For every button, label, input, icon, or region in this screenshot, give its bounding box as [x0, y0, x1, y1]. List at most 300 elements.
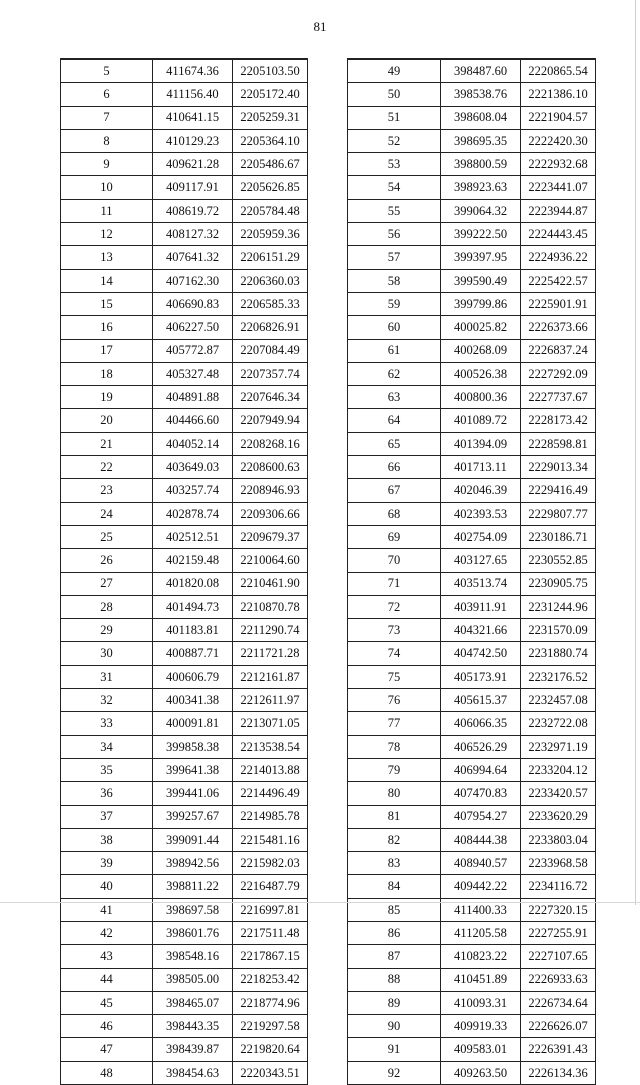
table-row — [61, 665, 308, 688]
point-number-cell: 15 — [61, 292, 153, 315]
point-number-cell: 84 — [348, 875, 441, 898]
y-coordinate-cell: 2224443.45 — [521, 223, 596, 246]
y-coordinate-cell: 2230186.71 — [521, 525, 596, 548]
y-coordinate-cell: 2232457.08 — [521, 689, 596, 712]
y-coordinate-cell: 2210064.60 — [233, 549, 308, 572]
table-row — [348, 665, 596, 688]
table-row — [348, 782, 596, 805]
table-row — [61, 619, 308, 642]
point-number-cell: 28 — [61, 595, 153, 618]
y-coordinate-cell: 2211721.28 — [233, 642, 308, 665]
y-coordinate-cell: 2226373.66 — [521, 316, 596, 339]
table-row — [348, 59, 596, 83]
table-row — [61, 991, 308, 1014]
table-row — [61, 968, 308, 991]
point-number-cell: 92 — [348, 1061, 441, 1084]
y-coordinate-cell: 2208600.63 — [233, 456, 308, 479]
y-coordinate-cell: 2229013.34 — [521, 456, 596, 479]
point-number-cell: 45 — [61, 991, 153, 1014]
point-number-cell: 42 — [61, 921, 153, 944]
table-row — [61, 479, 308, 502]
table-row — [61, 689, 308, 712]
y-coordinate-cell: 2232176.52 — [521, 665, 596, 688]
point-number-cell: 83 — [348, 852, 441, 875]
y-coordinate-cell: 2233420.57 — [521, 782, 596, 805]
x-coordinate-cell: 398465.07 — [153, 991, 233, 1014]
point-number-cell: 10 — [61, 176, 153, 199]
y-coordinate-cell: 2206360.03 — [233, 269, 308, 292]
point-number-cell: 47 — [61, 1038, 153, 1061]
table-row — [61, 875, 308, 898]
table-row — [61, 106, 308, 129]
y-coordinate-cell: 2233968.58 — [521, 852, 596, 875]
table-row — [348, 106, 596, 129]
point-number-cell: 85 — [348, 898, 441, 921]
x-coordinate-cell: 409919.33 — [441, 1015, 521, 1038]
y-coordinate-cell: 2228173.42 — [521, 409, 596, 432]
y-coordinate-cell: 2207357.74 — [233, 362, 308, 385]
point-number-cell: 37 — [61, 805, 153, 828]
y-coordinate-cell: 2205172.40 — [233, 83, 308, 106]
y-coordinate-cell: 2227292.09 — [521, 362, 596, 385]
y-coordinate-cell: 2205959.36 — [233, 223, 308, 246]
table-row — [348, 502, 596, 525]
x-coordinate-cell: 402393.53 — [441, 502, 521, 525]
point-number-cell: 14 — [61, 269, 153, 292]
x-coordinate-cell: 405615.37 — [441, 689, 521, 712]
y-coordinate-cell: 2217511.48 — [233, 921, 308, 944]
table-row — [348, 1015, 596, 1038]
table-row — [348, 292, 596, 315]
y-coordinate-cell: 2205103.50 — [233, 59, 308, 83]
point-number-cell: 73 — [348, 619, 441, 642]
table-row — [348, 153, 596, 176]
point-number-cell: 91 — [348, 1038, 441, 1061]
x-coordinate-cell: 410641.15 — [153, 106, 233, 129]
table-row — [61, 642, 308, 665]
x-coordinate-cell: 401394.09 — [441, 432, 521, 455]
y-coordinate-cell: 2208946.93 — [233, 479, 308, 502]
point-number-cell: 64 — [348, 409, 441, 432]
x-coordinate-cell: 401089.72 — [441, 409, 521, 432]
table-row — [348, 386, 596, 409]
x-coordinate-cell: 399257.67 — [153, 805, 233, 828]
x-coordinate-cell: 409263.50 — [441, 1061, 521, 1084]
table-row — [61, 758, 308, 781]
y-coordinate-cell: 2219297.58 — [233, 1015, 308, 1038]
table-row — [61, 549, 308, 572]
x-coordinate-cell: 398601.76 — [153, 921, 233, 944]
point-number-cell: 44 — [61, 968, 153, 991]
y-coordinate-cell: 2216997.81 — [233, 898, 308, 921]
x-coordinate-cell: 411156.40 — [153, 83, 233, 106]
x-coordinate-cell: 399222.50 — [441, 223, 521, 246]
point-number-cell: 76 — [348, 689, 441, 712]
table-row — [61, 176, 308, 199]
table-row — [61, 852, 308, 875]
y-coordinate-cell: 2220865.54 — [521, 59, 596, 83]
table-row — [61, 339, 308, 362]
y-coordinate-cell: 2230552.85 — [521, 549, 596, 572]
x-coordinate-cell: 409117.91 — [153, 176, 233, 199]
point-number-cell: 52 — [348, 129, 441, 152]
page-edge-bottom — [0, 902, 640, 903]
y-coordinate-cell: 2233620.29 — [521, 805, 596, 828]
table-row — [61, 572, 308, 595]
x-coordinate-cell: 409583.01 — [441, 1038, 521, 1061]
table-row — [61, 735, 308, 758]
y-coordinate-cell: 2214013.88 — [233, 758, 308, 781]
y-coordinate-cell: 2218774.96 — [233, 991, 308, 1014]
table-row — [348, 316, 596, 339]
point-number-cell: 66 — [348, 456, 441, 479]
table-row — [348, 1038, 596, 1061]
x-coordinate-cell: 398487.60 — [441, 59, 521, 83]
point-number-cell: 40 — [61, 875, 153, 898]
x-coordinate-cell: 401820.08 — [153, 572, 233, 595]
x-coordinate-cell: 406526.29 — [441, 735, 521, 758]
x-coordinate-cell: 411400.33 — [441, 898, 521, 921]
y-coordinate-cell: 2234116.72 — [521, 875, 596, 898]
x-coordinate-cell: 407954.27 — [441, 805, 521, 828]
table-row — [348, 1061, 596, 1084]
point-number-cell: 50 — [348, 83, 441, 106]
point-number-cell: 81 — [348, 805, 441, 828]
table-row — [348, 409, 596, 432]
table-row — [61, 502, 308, 525]
y-coordinate-cell: 2214496.49 — [233, 782, 308, 805]
point-number-cell: 38 — [61, 828, 153, 851]
y-coordinate-cell: 2226391.43 — [521, 1038, 596, 1061]
x-coordinate-cell: 398697.58 — [153, 898, 233, 921]
y-coordinate-cell: 2231244.96 — [521, 595, 596, 618]
x-coordinate-cell: 403513.74 — [441, 572, 521, 595]
x-coordinate-cell: 398454.63 — [153, 1061, 233, 1084]
table-row — [348, 432, 596, 455]
table-row — [348, 595, 596, 618]
x-coordinate-cell: 399858.38 — [153, 735, 233, 758]
point-number-cell: 43 — [61, 945, 153, 968]
x-coordinate-cell: 404052.14 — [153, 432, 233, 455]
x-coordinate-cell: 398505.00 — [153, 968, 233, 991]
point-number-cell: 5 — [61, 59, 153, 83]
table-row — [348, 246, 596, 269]
y-coordinate-cell: 2207646.34 — [233, 386, 308, 409]
page-edge-right — [635, 0, 636, 905]
point-number-cell: 19 — [61, 386, 153, 409]
x-coordinate-cell: 403257.74 — [153, 479, 233, 502]
point-number-cell: 13 — [61, 246, 153, 269]
y-coordinate-cell: 2210870.78 — [233, 595, 308, 618]
table-row — [348, 875, 596, 898]
y-coordinate-cell: 2216487.79 — [233, 875, 308, 898]
y-coordinate-cell: 2223944.87 — [521, 199, 596, 222]
x-coordinate-cell: 400800.36 — [441, 386, 521, 409]
point-number-cell: 29 — [61, 619, 153, 642]
table-row — [348, 991, 596, 1014]
x-coordinate-cell: 404742.50 — [441, 642, 521, 665]
table-row — [348, 735, 596, 758]
x-coordinate-cell: 400091.81 — [153, 712, 233, 735]
x-coordinate-cell: 401494.73 — [153, 595, 233, 618]
y-coordinate-cell: 2224936.22 — [521, 246, 596, 269]
table-row — [348, 549, 596, 572]
x-coordinate-cell: 408619.72 — [153, 199, 233, 222]
x-coordinate-cell: 399641.38 — [153, 758, 233, 781]
y-coordinate-cell: 2223441.07 — [521, 176, 596, 199]
table-row — [61, 782, 308, 805]
point-number-cell: 11 — [61, 199, 153, 222]
x-coordinate-cell: 401713.11 — [441, 456, 521, 479]
x-coordinate-cell: 398800.59 — [441, 153, 521, 176]
x-coordinate-cell: 403649.03 — [153, 456, 233, 479]
table-row — [61, 223, 308, 246]
x-coordinate-cell: 410451.89 — [441, 968, 521, 991]
point-number-cell: 82 — [348, 828, 441, 851]
y-coordinate-cell: 2205626.85 — [233, 176, 308, 199]
table-row — [61, 59, 308, 83]
table-row — [61, 921, 308, 944]
x-coordinate-cell: 405327.48 — [153, 362, 233, 385]
table-row — [61, 153, 308, 176]
y-coordinate-cell: 2226837.24 — [521, 339, 596, 362]
y-coordinate-cell: 2226734.64 — [521, 991, 596, 1014]
point-number-cell: 88 — [348, 968, 441, 991]
x-coordinate-cell: 400887.71 — [153, 642, 233, 665]
point-number-cell: 78 — [348, 735, 441, 758]
y-coordinate-cell: 2229416.49 — [521, 479, 596, 502]
table-row — [61, 316, 308, 339]
y-coordinate-cell: 2214985.78 — [233, 805, 308, 828]
point-number-cell: 59 — [348, 292, 441, 315]
x-coordinate-cell: 401183.81 — [153, 619, 233, 642]
table-row — [348, 129, 596, 152]
point-number-cell: 79 — [348, 758, 441, 781]
y-coordinate-cell: 2226626.07 — [521, 1015, 596, 1038]
y-coordinate-cell: 2207949.94 — [233, 409, 308, 432]
point-number-cell: 51 — [348, 106, 441, 129]
point-number-cell: 8 — [61, 129, 153, 152]
x-coordinate-cell: 398811.22 — [153, 875, 233, 898]
point-number-cell: 16 — [61, 316, 153, 339]
point-number-cell: 41 — [61, 898, 153, 921]
point-number-cell: 32 — [61, 689, 153, 712]
y-coordinate-cell: 2228598.81 — [521, 432, 596, 455]
point-number-cell: 54 — [348, 176, 441, 199]
point-number-cell: 71 — [348, 572, 441, 595]
y-coordinate-cell: 2215982.03 — [233, 852, 308, 875]
table-row — [61, 525, 308, 548]
y-coordinate-cell: 2206826.91 — [233, 316, 308, 339]
table-row — [61, 1038, 308, 1061]
y-coordinate-cell: 2205486.67 — [233, 153, 308, 176]
y-coordinate-cell: 2232971.19 — [521, 735, 596, 758]
x-coordinate-cell: 399091.44 — [153, 828, 233, 851]
point-number-cell: 60 — [348, 316, 441, 339]
y-coordinate-cell: 2231570.09 — [521, 619, 596, 642]
table-row — [61, 595, 308, 618]
y-coordinate-cell: 2230905.75 — [521, 572, 596, 595]
x-coordinate-cell: 406690.83 — [153, 292, 233, 315]
y-coordinate-cell: 2209306.66 — [233, 502, 308, 525]
table-row — [348, 456, 596, 479]
x-coordinate-cell: 408127.32 — [153, 223, 233, 246]
x-coordinate-cell: 398548.16 — [153, 945, 233, 968]
table-row — [348, 758, 596, 781]
x-coordinate-cell: 406994.64 — [441, 758, 521, 781]
x-coordinate-cell: 411205.58 — [441, 921, 521, 944]
point-number-cell: 86 — [348, 921, 441, 944]
y-coordinate-cell: 2227107.65 — [521, 945, 596, 968]
y-coordinate-cell: 2220343.51 — [233, 1061, 308, 1084]
point-number-cell: 57 — [348, 246, 441, 269]
y-coordinate-cell: 2215481.16 — [233, 828, 308, 851]
point-number-cell: 20 — [61, 409, 153, 432]
point-number-cell: 56 — [348, 223, 441, 246]
x-coordinate-cell: 398608.04 — [441, 106, 521, 129]
x-coordinate-cell: 404891.88 — [153, 386, 233, 409]
x-coordinate-cell: 399397.95 — [441, 246, 521, 269]
y-coordinate-cell: 2225901.91 — [521, 292, 596, 315]
table-row — [61, 828, 308, 851]
point-number-cell: 7 — [61, 106, 153, 129]
point-number-cell: 90 — [348, 1015, 441, 1038]
table-row — [348, 223, 596, 246]
point-number-cell: 80 — [348, 782, 441, 805]
x-coordinate-cell: 407641.32 — [153, 246, 233, 269]
table-row — [61, 199, 308, 222]
x-coordinate-cell: 404466.60 — [153, 409, 233, 432]
x-coordinate-cell: 406227.50 — [153, 316, 233, 339]
x-coordinate-cell: 399064.32 — [441, 199, 521, 222]
y-coordinate-cell: 2208268.16 — [233, 432, 308, 455]
y-coordinate-cell: 2226933.63 — [521, 968, 596, 991]
x-coordinate-cell: 411674.36 — [153, 59, 233, 83]
table-row — [348, 269, 596, 292]
point-number-cell: 72 — [348, 595, 441, 618]
table-row — [348, 712, 596, 735]
y-coordinate-cell: 2205259.31 — [233, 106, 308, 129]
y-coordinate-cell: 2232722.08 — [521, 712, 596, 735]
table-row — [61, 432, 308, 455]
table-row — [348, 83, 596, 106]
table-row — [348, 852, 596, 875]
point-number-cell: 74 — [348, 642, 441, 665]
y-coordinate-cell: 2217867.15 — [233, 945, 308, 968]
y-coordinate-cell: 2231880.74 — [521, 642, 596, 665]
point-number-cell: 62 — [348, 362, 441, 385]
point-number-cell: 17 — [61, 339, 153, 362]
table-row — [348, 176, 596, 199]
x-coordinate-cell: 405173.91 — [441, 665, 521, 688]
table-row — [61, 292, 308, 315]
table-row — [61, 1061, 308, 1084]
y-coordinate-cell: 2212161.87 — [233, 665, 308, 688]
table-row — [61, 805, 308, 828]
y-coordinate-cell: 2222932.68 — [521, 153, 596, 176]
x-coordinate-cell: 402878.74 — [153, 502, 233, 525]
table-row — [61, 246, 308, 269]
point-number-cell: 9 — [61, 153, 153, 176]
y-coordinate-cell: 2213538.54 — [233, 735, 308, 758]
x-coordinate-cell: 408444.38 — [441, 828, 521, 851]
x-coordinate-cell: 402512.51 — [153, 525, 233, 548]
y-coordinate-cell: 2233204.12 — [521, 758, 596, 781]
table-row — [61, 1015, 308, 1038]
point-number-cell: 6 — [61, 83, 153, 106]
point-number-cell: 23 — [61, 479, 153, 502]
table-row — [348, 805, 596, 828]
point-number-cell: 12 — [61, 223, 153, 246]
point-number-cell: 48 — [61, 1061, 153, 1084]
x-coordinate-cell: 407162.30 — [153, 269, 233, 292]
y-coordinate-cell: 2227255.91 — [521, 921, 596, 944]
table-row — [61, 129, 308, 152]
x-coordinate-cell: 400606.79 — [153, 665, 233, 688]
point-number-cell: 55 — [348, 199, 441, 222]
y-coordinate-cell: 2212611.97 — [233, 689, 308, 712]
y-coordinate-cell: 2233803.04 — [521, 828, 596, 851]
point-number-cell: 58 — [348, 269, 441, 292]
x-coordinate-cell: 404321.66 — [441, 619, 521, 642]
point-number-cell: 34 — [61, 735, 153, 758]
coordinates-table-left — [60, 58, 308, 1085]
x-coordinate-cell: 400341.38 — [153, 689, 233, 712]
x-coordinate-cell: 398695.35 — [441, 129, 521, 152]
x-coordinate-cell: 403127.65 — [441, 549, 521, 572]
table-row — [61, 409, 308, 432]
point-number-cell: 67 — [348, 479, 441, 502]
table-row — [348, 968, 596, 991]
table-row — [61, 83, 308, 106]
y-coordinate-cell: 2211290.74 — [233, 619, 308, 642]
point-number-cell: 31 — [61, 665, 153, 688]
x-coordinate-cell: 406066.35 — [441, 712, 521, 735]
point-number-cell: 18 — [61, 362, 153, 385]
point-number-cell: 77 — [348, 712, 441, 735]
point-number-cell: 53 — [348, 153, 441, 176]
point-number-cell: 22 — [61, 456, 153, 479]
point-number-cell: 27 — [61, 572, 153, 595]
x-coordinate-cell: 403911.91 — [441, 595, 521, 618]
point-number-cell: 39 — [61, 852, 153, 875]
x-coordinate-cell: 398942.56 — [153, 852, 233, 875]
y-coordinate-cell: 2227737.67 — [521, 386, 596, 409]
x-coordinate-cell: 410129.23 — [153, 129, 233, 152]
table-row — [348, 525, 596, 548]
point-number-cell: 68 — [348, 502, 441, 525]
y-coordinate-cell: 2222420.30 — [521, 129, 596, 152]
point-number-cell: 61 — [348, 339, 441, 362]
x-coordinate-cell: 405772.87 — [153, 339, 233, 362]
point-number-cell: 33 — [61, 712, 153, 735]
point-number-cell: 35 — [61, 758, 153, 781]
x-coordinate-cell: 398538.76 — [441, 83, 521, 106]
y-coordinate-cell: 2205784.48 — [233, 199, 308, 222]
point-number-cell: 25 — [61, 525, 153, 548]
table-row — [348, 199, 596, 222]
point-number-cell: 49 — [348, 59, 441, 83]
x-coordinate-cell: 402159.48 — [153, 549, 233, 572]
point-number-cell: 69 — [348, 525, 441, 548]
y-coordinate-cell: 2227320.15 — [521, 898, 596, 921]
x-coordinate-cell: 402046.39 — [441, 479, 521, 502]
y-coordinate-cell: 2218253.42 — [233, 968, 308, 991]
x-coordinate-cell: 400268.09 — [441, 339, 521, 362]
page-number: 81 — [313, 19, 327, 34]
table-row — [348, 921, 596, 944]
table-row — [348, 572, 596, 595]
